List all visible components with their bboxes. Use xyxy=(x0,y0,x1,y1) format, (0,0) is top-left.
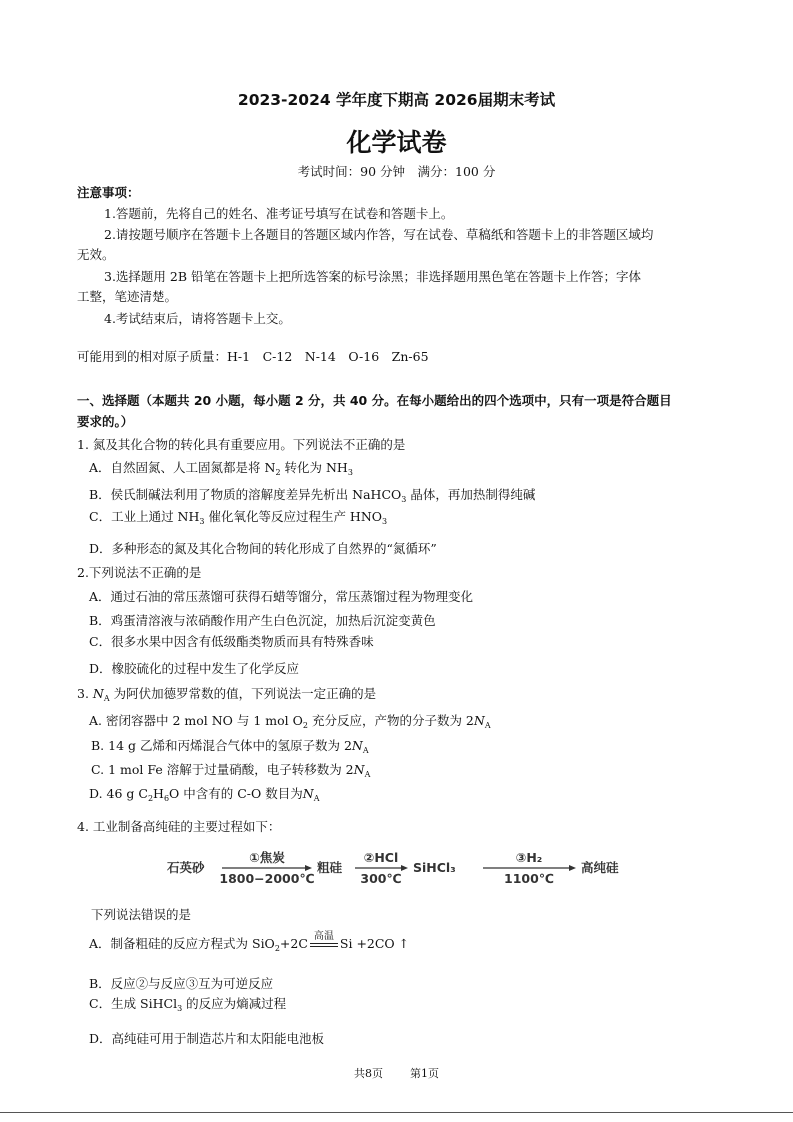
q4-option-b: B．反应②与反应③互为可逆反应 xyxy=(89,976,274,991)
flow-step3-reagent: ③H₂ xyxy=(515,850,543,865)
notice-item-4: 4.考试结束后，请将答题卡上交。 xyxy=(104,311,291,326)
flow-step1-reagent: ①焦炭 xyxy=(249,850,285,865)
section-heading-cont: 要求的。） xyxy=(77,414,134,429)
q4-option-c: C．生成 SiHCl$_3$ 的反应为熵减过程 xyxy=(89,996,287,1013)
q2-stem: 2.下列说法不正确的是 xyxy=(77,565,202,580)
flow-arrowhead-2 xyxy=(401,865,408,871)
exam-info: 考试时间：90 分钟 满分：100 分 xyxy=(297,164,496,179)
q1-option-a: A．自然固氮、人工固氮都是将 $N_2$ 转化为 $NH_3$ xyxy=(89,460,353,477)
q3-option-d: D. 46 g $C_2H_6O$ 中含有的 C-O 数目为$N_A$ xyxy=(89,786,320,803)
exam-header: 2023-2024 学年度下期高 2026届期末考试 xyxy=(237,91,556,109)
flow-step2-temp: 300℃ xyxy=(360,871,402,886)
q2-option-a: A．通过石油的常压蒸馏可获得石蜡等馏分，常压蒸馏过程为物理变化 xyxy=(89,589,474,604)
q1-option-b: B．侯氏制碱法利用了物质的溶解度差异先析出 NaHCO$_3$ 晶体，再加热制得纯碱 xyxy=(89,487,536,504)
page-title: 化学试卷 xyxy=(346,128,447,157)
page-number: 第1页 xyxy=(410,1067,439,1080)
q3-stem: 3. $N_A$ 为阿伏加德罗常数的值，下列说法一定正确的是 xyxy=(77,686,377,703)
q3-option-a: A. 密闭容器中 2 mol NO 与 1 mol $O_2$ 充分反应，产物的分子数为 $2N_A$ xyxy=(89,713,491,730)
flow-arrowhead-3 xyxy=(569,865,576,871)
q2-option-b: B．鸡蛋清溶液与浓硝酸作用产生白色沉淀，加热后沉淀变黄色 xyxy=(89,613,436,628)
q4-prompt: 下列说法错误的是 xyxy=(91,907,192,922)
flow-step3-temp: 1100℃ xyxy=(504,871,554,886)
bottom-rule xyxy=(0,1112,793,1113)
q3-option-c: C. 1 mol Fe 溶解于过量硝酸，电子转移数为 $2N_A$ xyxy=(91,762,371,779)
q3-option-b: B. 14 g 乙烯和丙烯混合气体中的氢原子数为 $2N_A$ xyxy=(91,738,369,755)
q1-option-c: C．工业上通过 $NH_3$ 催化氧化等反应过程生产 $HNO_3$ xyxy=(89,509,388,526)
notice-heading: 注意事项： xyxy=(77,185,140,200)
flow-start: 石英砂 xyxy=(167,860,205,875)
q2-option-c: C．很多水果中因含有低级酯类物质而具有特殊香味 xyxy=(89,634,374,649)
flow-step2-reagent: ②HCl xyxy=(363,850,399,865)
notice-item-3-cont: 工整，笔迹清楚。 xyxy=(77,289,178,304)
q4-stem: 4. 工业制备高纯硅的主要过程如下： xyxy=(77,819,281,834)
notice-item-1: 1.答题前，先将自己的姓名、准考证号填写在试卷和答题卡上。 xyxy=(104,206,454,221)
q1-stem: 1. 氮及其化合物的转化具有重要应用。下列说法不正确的是 xyxy=(77,437,406,452)
atomic-masses: 可能用到的相对原子质量：H-1 C-12 N-14 O-16 Zn-65 xyxy=(77,349,429,364)
notice-item-3: 3.选择题用 2B 铅笔在答题卡上把所选答案的标号涂黑；非选择题用黑色笔在答题卡上作答；字体 xyxy=(104,269,642,284)
flow-mid-1: 粗硅 xyxy=(317,860,343,875)
flow-end: 高纯硅 xyxy=(581,860,619,875)
flow-step1-temp: 1800−2000℃ xyxy=(219,871,315,886)
q4-option-d: D．高纯硅可用于制造芯片和太阳能电池板 xyxy=(89,1031,325,1046)
q1-option-d: D．多种形态的氮及其化合物间的转化形成了自然界的“氮循环” xyxy=(89,541,437,556)
q4-process-flow xyxy=(165,845,635,887)
flow-mid-2: SiHCl₃ xyxy=(413,860,456,875)
q2-option-d: D．橡胶硫化的过程中发生了化学反应 xyxy=(89,661,300,676)
notice-item-2-cont: 无效。 xyxy=(77,247,115,262)
q4-option-a: A．制备粗硅的反应方程式为 SiO$_2$+2C 高温 Si +2CO ↑ xyxy=(89,931,410,953)
section-heading: 一、选择题（本题共 20 小题，每小题 2 分，共 40 分。在每小题给出的四个选项中，只有一项是符合题目 xyxy=(77,393,672,408)
notice-item-2: 2.请按题号顺序在答题卡上各题目的答题区域内作答，写在试卷、草稿纸和答题卡上的非答题区域均 xyxy=(104,227,654,242)
q4-condition: 高温 xyxy=(313,931,334,942)
page-total: 共8页 xyxy=(354,1067,383,1080)
